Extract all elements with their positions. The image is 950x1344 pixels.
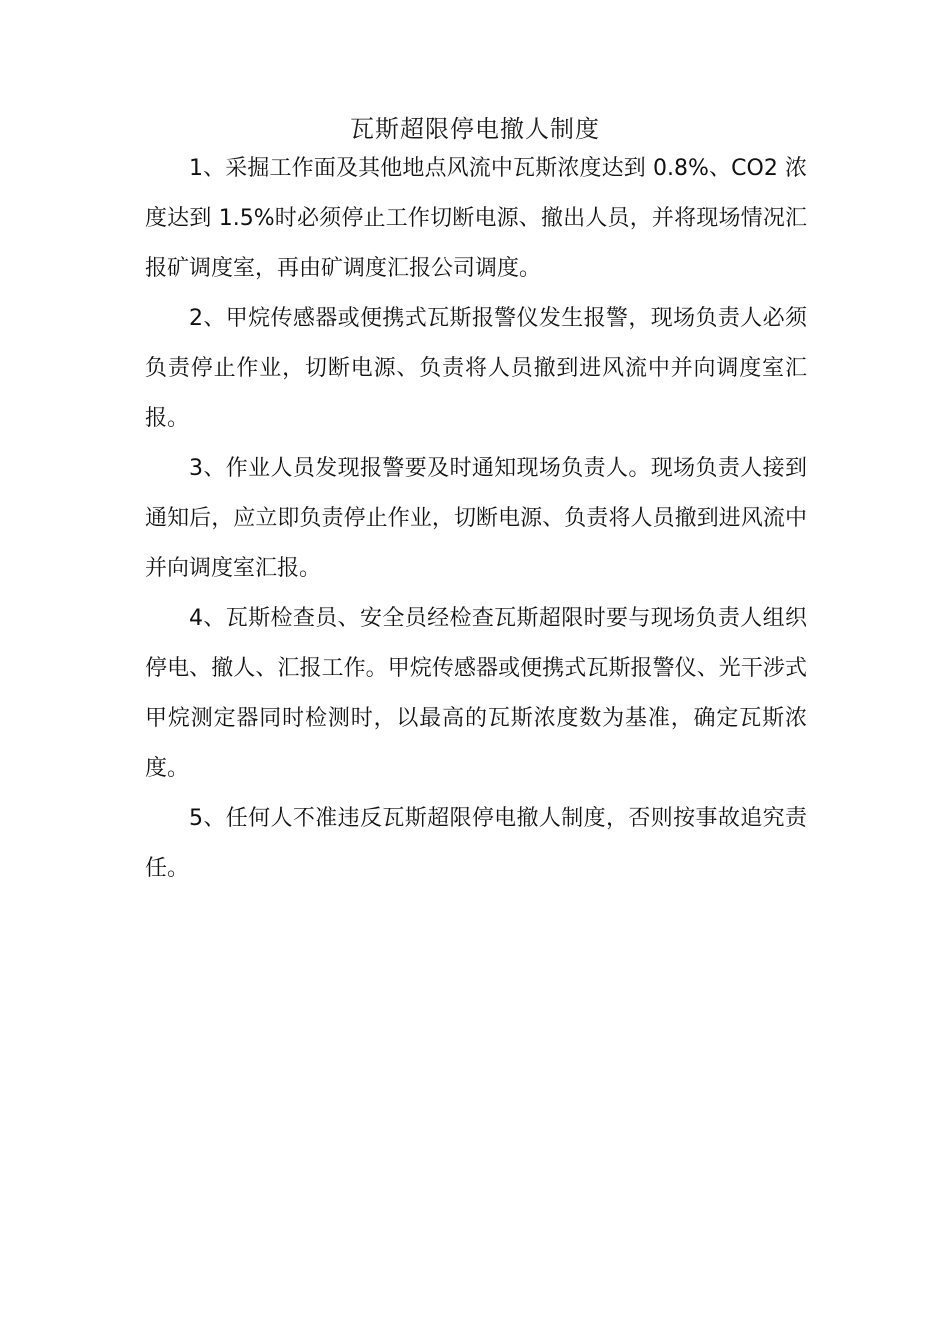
paragraph-4: 4、瓦斯检查员、安全员经检查瓦斯超限时要与现场负责人组织停电、撤人、汇报工作。甲烷传感器或便携式瓦斯报警仪、光干涉式甲烷测定器同时检测时，以最高的瓦斯浓度数为基准，确定瓦斯浓度。 (145, 606, 807, 781)
document-title: 瓦斯超限停电撤人制度 (350, 115, 600, 143)
paragraph-2: 2、甲烷传感器或便携式瓦斯报警仪发生报警，现场负责人必须负责停止作业，切断电源、负责将人员撤到进风流中并向调度室汇报。 (145, 306, 807, 431)
document-body (145, 144, 807, 894)
paragraph-3: 3、作业人员发现报警要及时通知现场负责人。现场负责人接到通知后，应立即负责停止作业，切断电源、负责将人员撤到进风流中并向调度室汇报。 (145, 456, 807, 581)
paragraph-5: 5、任何人不准违反瓦斯超限停电撤人制度，否则按事故追究责任。 (145, 806, 807, 881)
paragraph-1: 1、采掘工作面及其他地点风流中瓦斯浓度达到 0.8%、CO2 浓度达到 1.5%时必须停止工作切断电源、撤出人员，并将现场情况汇报矿调度室，再由矿调度汇报公司调度。 (145, 156, 807, 281)
